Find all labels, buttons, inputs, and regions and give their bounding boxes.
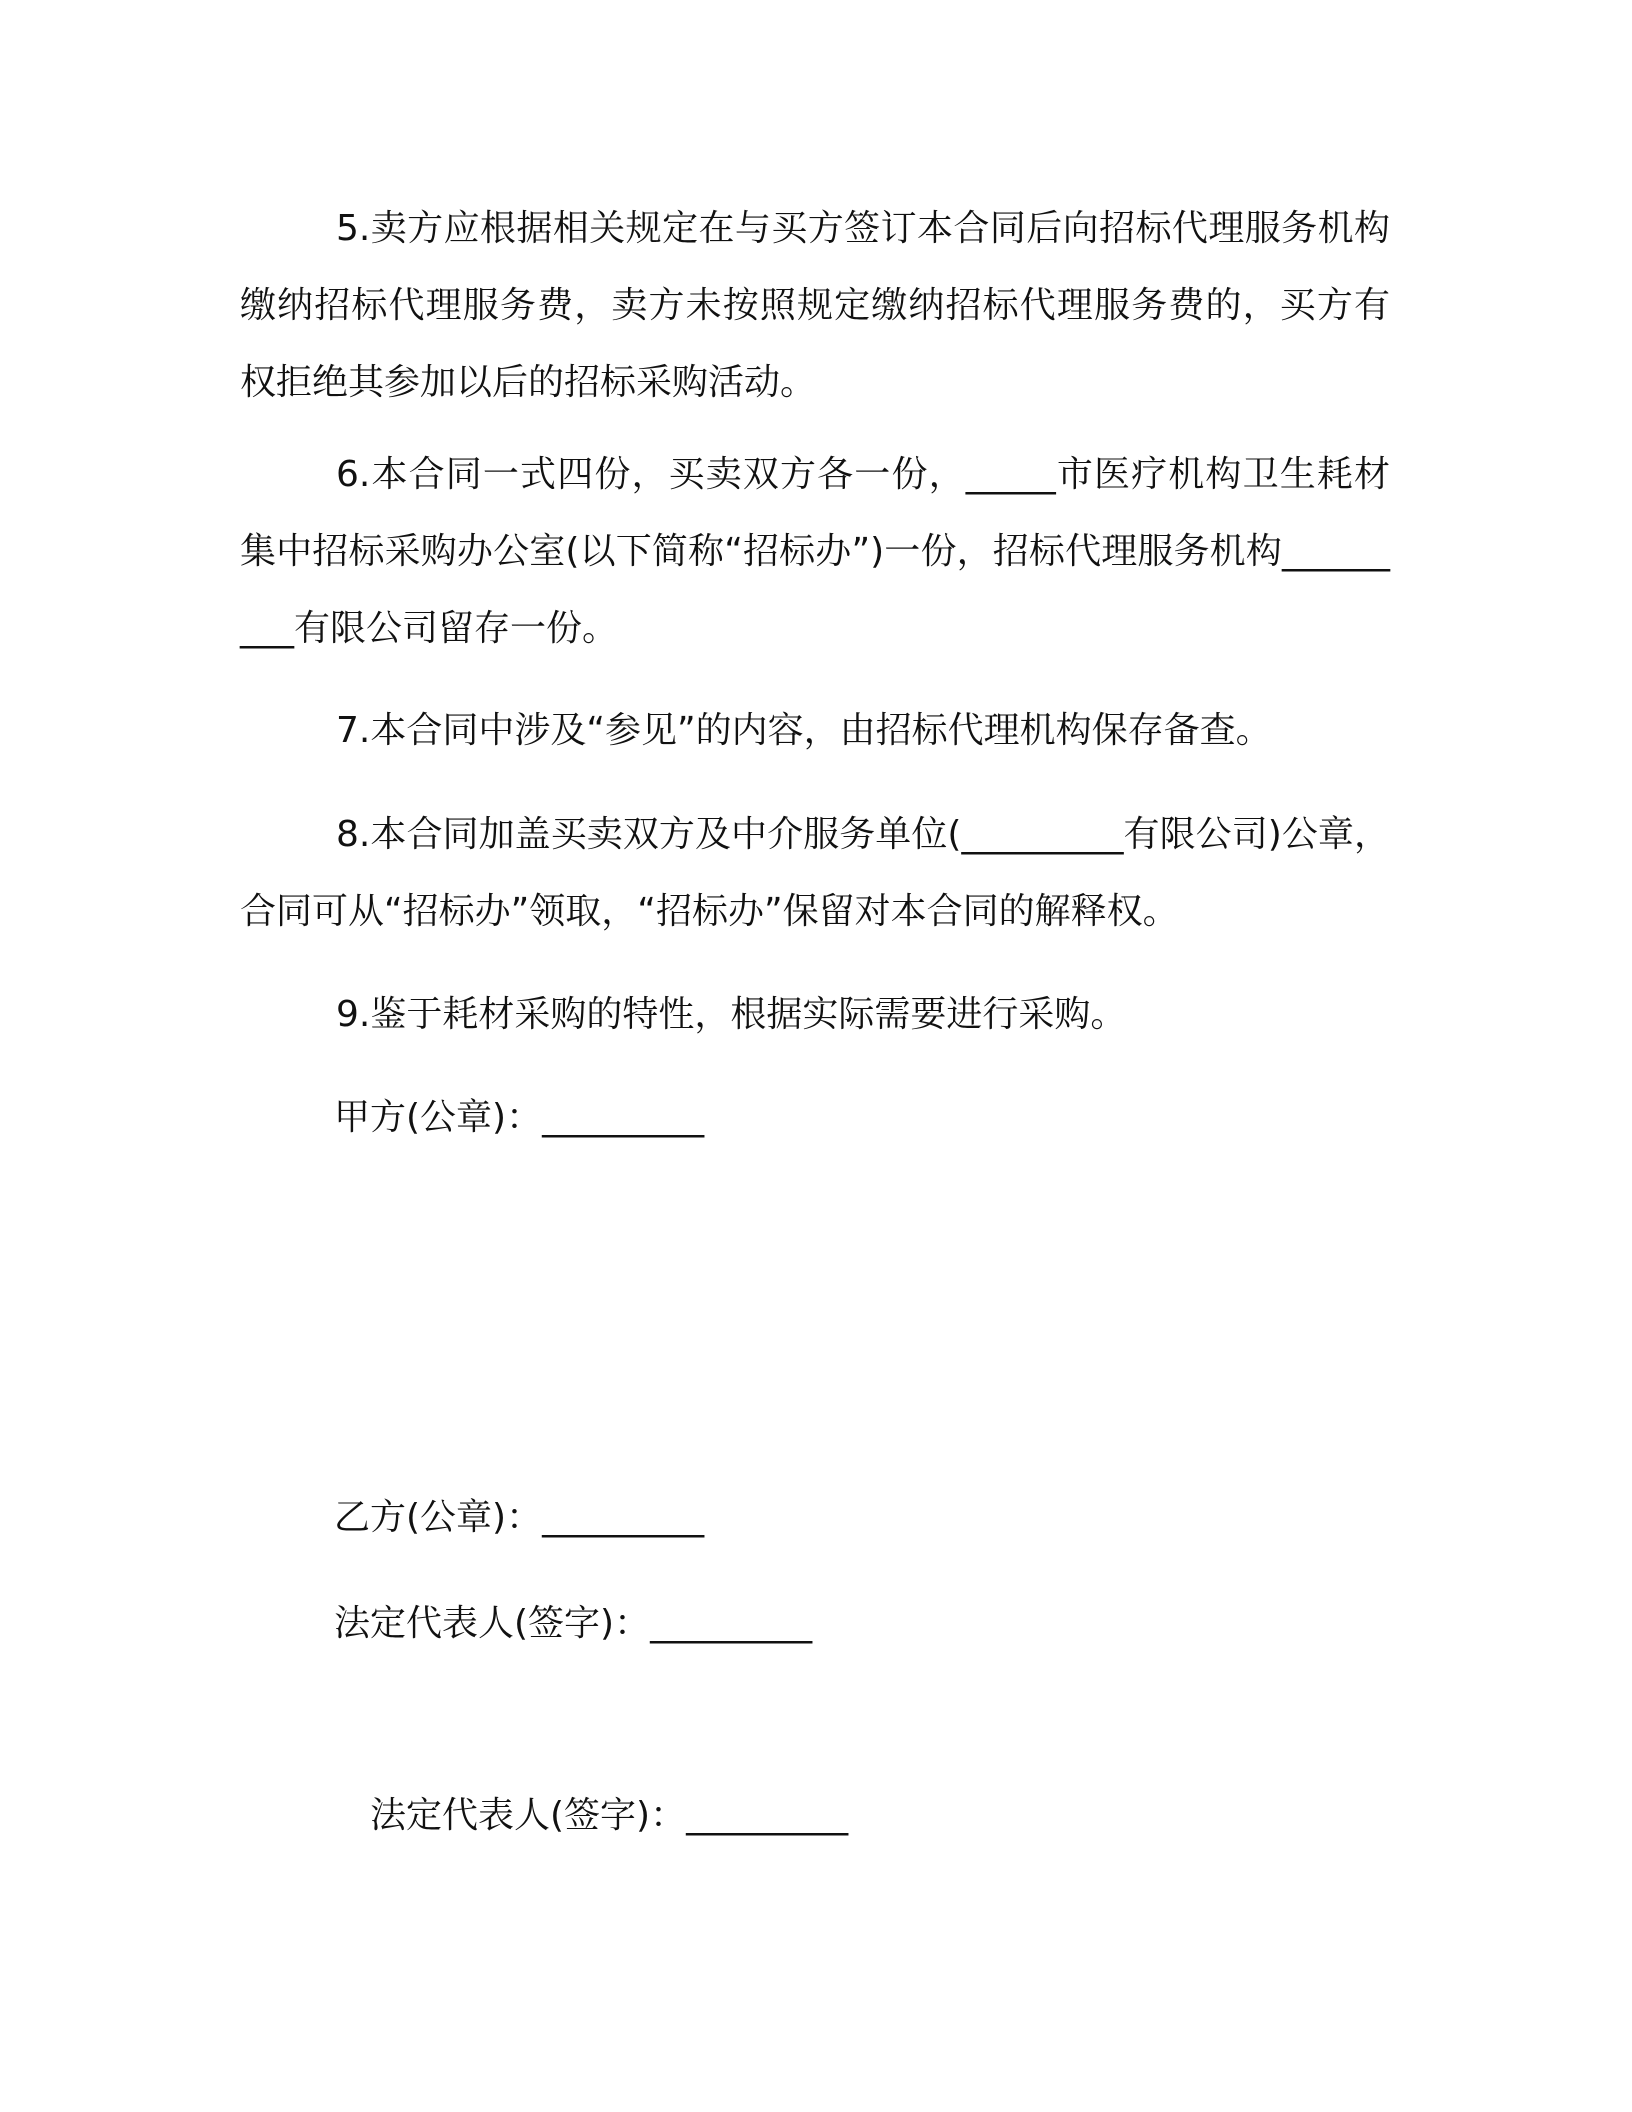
party-a-seal: 甲方(公章)：_________ (334, 1097, 705, 1138)
clause-9: 9.鉴于耗材采购的特性，根据实际需要进行采购。 (336, 994, 1127, 1035)
clause-5: 5.卖方应根据相关规定在与买方签订本合同后向招标代理服务机构缴纳招标代理服务费，卖方未按照规定缴纳招标代理服务费的，买方有权拒绝其参加以后的招标采购活动。 (240, 208, 1390, 403)
clause-8: 8.本合同加盖买卖双方及中介服务单位(_________有限公司)公章，合同可从“招标办”领取，“招标办”保留对本合同的解释权。 (240, 814, 1390, 932)
clause-7: 7.本合同中涉及“参见”的内容，由招标代理机构保存备查。 (336, 710, 1272, 751)
legal-representative-signature-1: 法定代表人(签字)：_________ (334, 1603, 813, 1644)
clause-6: 6.本合同一式四份，买卖双方各一份，_____市医疗机构卫生耗材集中招标采购办公室(以下简称“招标办”)一份，招标代理服务机构_________有限公司留存一份。 (240, 454, 1390, 649)
party-b-seal: 乙方(公章)：_________ (334, 1497, 705, 1538)
legal-representative-signature-2: 法定代表人(签字)：_________ (370, 1795, 849, 1836)
